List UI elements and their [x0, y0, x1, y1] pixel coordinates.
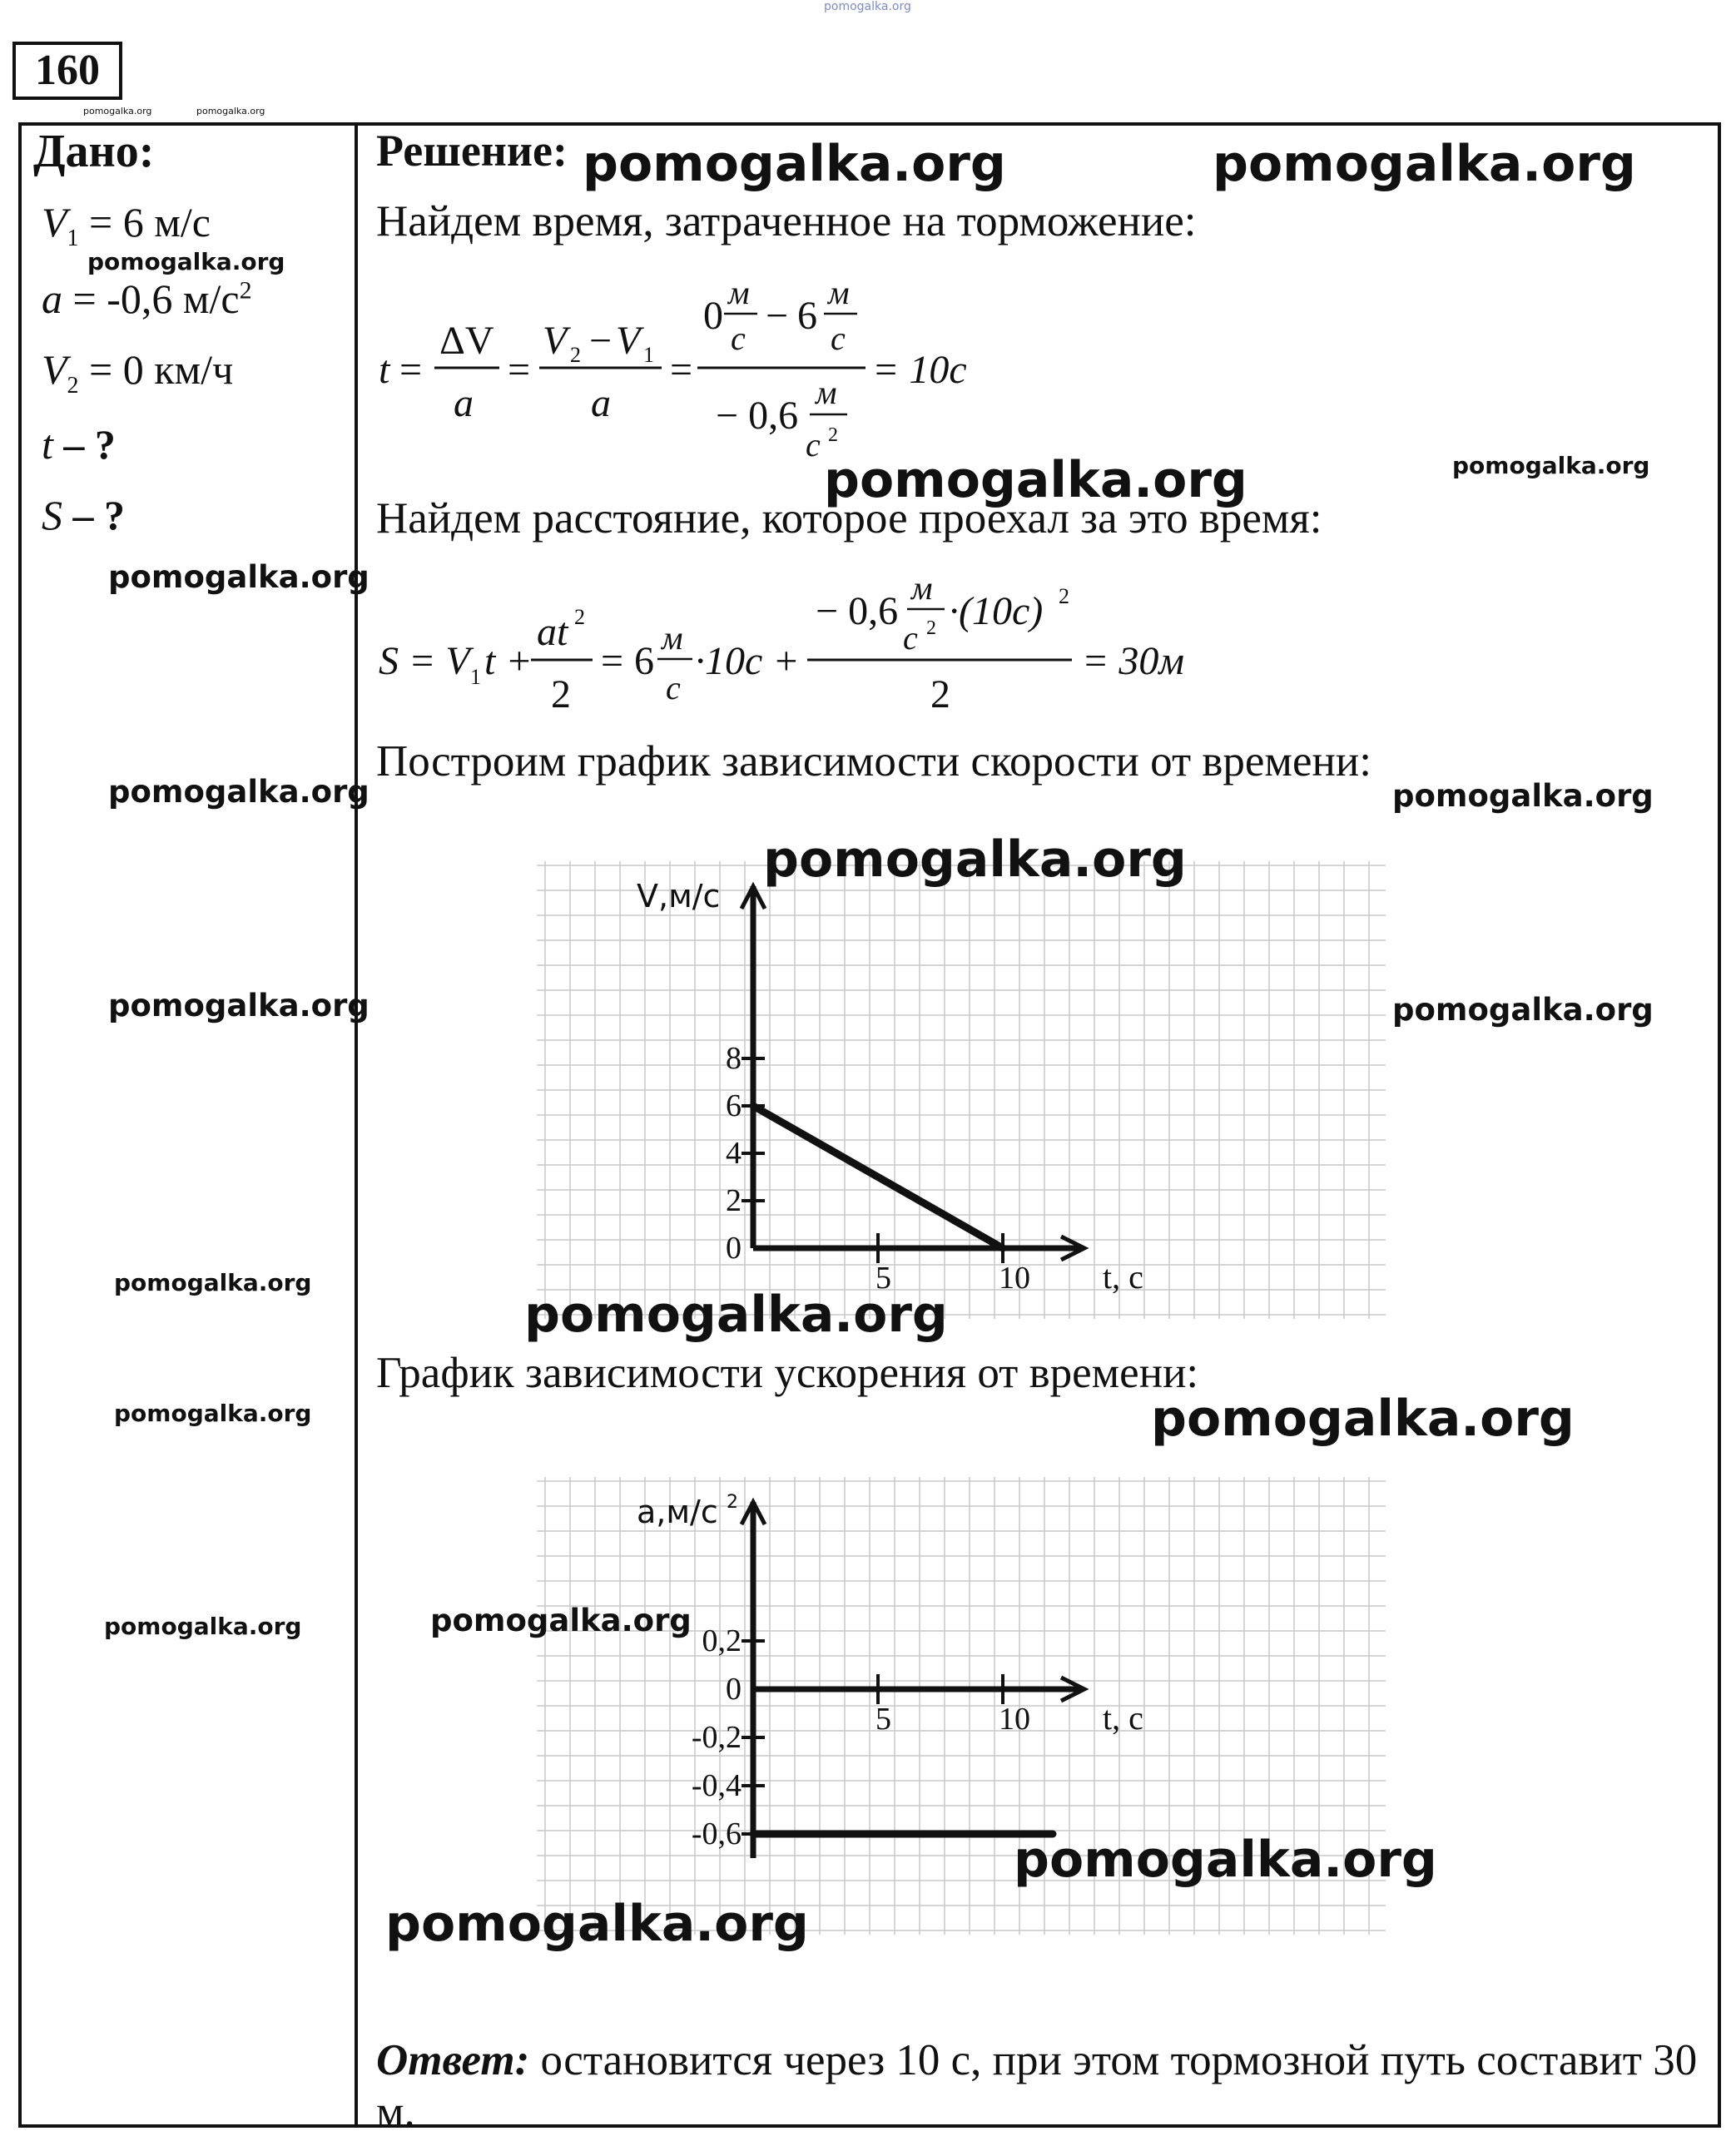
y-tick-label: 8 [726, 1041, 742, 1076]
svg-text:2: 2 [551, 672, 571, 716]
x-tick-label: 10 [999, 1702, 1030, 1737]
y-tick-label: 2 [726, 1183, 742, 1218]
svg-text:=: = [601, 639, 624, 683]
watermark: pomogalka.org [108, 988, 370, 1023]
watermark: pomogalka.org [1151, 1390, 1575, 1448]
given-v2: $V_2 = 0$ км/ч [42, 346, 234, 399]
watermark: pomogalka.org [1392, 992, 1654, 1028]
watermark: pomogalka.org [1014, 1831, 1437, 1889]
svg-text:м: м [662, 619, 683, 657]
given-s-question: S – ? [42, 492, 125, 538]
svg-text:a: a [591, 381, 611, 425]
svg-text:at: at [537, 610, 568, 654]
y-axis-label-sup: 2 [727, 1492, 738, 1513]
watermark: pomogalka.org [1213, 135, 1636, 193]
y-tick-label: 4 [726, 1136, 742, 1171]
svg-text:ΔV: ΔV [439, 319, 494, 363]
svg-text:t: t [379, 348, 390, 392]
svg-text:6: 6 [797, 294, 817, 338]
svg-text:0: 0 [703, 294, 723, 338]
svg-text:=: = [670, 348, 693, 392]
solution-line-time: Найдем время, затраченное на торможение: [376, 197, 1197, 245]
svg-text:a: a [454, 381, 474, 425]
y-tick-label: -0,6 [691, 1816, 742, 1851]
svg-text:− 0,6: − 0,6 [716, 394, 799, 438]
svg-text:2: 2 [570, 343, 581, 367]
svg-text:2: 2 [1059, 584, 1069, 608]
watermark: pomogalka.org [83, 106, 152, 116]
watermark: pomogalka.org [524, 1286, 948, 1344]
svg-text:− 0,6: − 0,6 [816, 589, 899, 633]
y-tick-label: -0,4 [691, 1768, 742, 1803]
svg-text:2: 2 [930, 672, 950, 716]
y-tick-label: 6 [726, 1088, 742, 1123]
given-acceleration: a = -0,6 $м/с^2$ [42, 275, 252, 322]
solution-title: Решение: [376, 126, 568, 176]
svg-text:t +: t + [484, 639, 533, 683]
watermark: pomogalka.org [385, 1895, 809, 1953]
problem-number: 160 [12, 42, 122, 100]
svg-text:м: м [728, 274, 750, 311]
watermark: pomogalka.org [87, 248, 285, 275]
x-tick-label: 5 [875, 1261, 891, 1296]
watermark: pomogalka.org [430, 1603, 692, 1638]
y-axis-label: a,м/с [637, 1494, 718, 1530]
watermark: pomogalka.org [763, 830, 1187, 889]
watermark: pomogalka.org [108, 774, 370, 810]
x-axis-label: t, с [1103, 1699, 1143, 1737]
site-watermark-top: pomogalka.org [824, 0, 911, 13]
y-axis-label: V,м/с [637, 878, 721, 914]
formula-time [374, 266, 1007, 474]
answer [376, 2034, 1708, 2138]
svg-text:= 30м: = 30м [1082, 639, 1185, 683]
answer-label: Ответ: [376, 2036, 530, 2084]
watermark: pomogalka.org [1392, 778, 1654, 814]
formula-distance [374, 566, 1207, 724]
solution-line-distance: Найдем расстояние, которое проехал за это время: [376, 494, 1322, 543]
svg-text:м: м [816, 374, 837, 411]
solution-line-acceleration-graph: График зависимости ускорения от времени: [376, 1349, 1199, 1397]
svg-text:1: 1 [643, 343, 654, 367]
x-axis-label: t, с [1103, 1258, 1143, 1296]
svg-text:1: 1 [470, 665, 481, 689]
svg-text:2: 2 [926, 617, 936, 639]
velocity-time-chart [533, 857, 1398, 1323]
svg-text:·(10c): ·(10c) [949, 589, 1044, 633]
watermark: pomogalka.org [824, 451, 1247, 509]
given-t-question: t – ? [42, 421, 116, 468]
svg-text:c: c [806, 426, 821, 463]
y-tick-label: 0,2 [702, 1623, 742, 1658]
svg-text:м: м [911, 569, 933, 607]
svg-text:c: c [903, 619, 918, 657]
svg-text:c: c [666, 669, 681, 706]
watermark: pomogalka.org [583, 135, 1006, 193]
svg-text:c: c [831, 320, 846, 357]
svg-text:−: − [766, 294, 789, 338]
watermark: pomogalka.org [104, 1613, 302, 1640]
solution-line-velocity-graph: Построим график зависимости скорости от времени: [376, 737, 1371, 786]
svg-text:V: V [616, 319, 641, 363]
y-tick-label: -0,2 [691, 1720, 742, 1755]
svg-text:6: 6 [634, 639, 654, 683]
watermark: pomogalka.org [108, 559, 370, 595]
svg-text:V: V [543, 319, 568, 363]
given-v1: $V_1 = 6$ м/с [42, 199, 211, 251]
watermark: pomogalka.org [196, 106, 265, 116]
given-title: Дано: [33, 126, 155, 177]
svg-text:=: = [399, 348, 423, 392]
watermark: pomogalka.org [114, 1400, 312, 1427]
svg-text:=: = [508, 348, 531, 392]
column-divider [355, 122, 358, 2128]
svg-text:c: c [731, 320, 746, 357]
svg-text:·10c +: ·10c + [695, 639, 800, 683]
svg-text:= 10c: = 10c [872, 348, 967, 392]
svg-text:2: 2 [574, 605, 585, 629]
answer-text: остановится через 10 с, при этом тормозной путь составит 30 м. [376, 2036, 1698, 2136]
x-tick-label: 5 [875, 1702, 891, 1737]
watermark: pomogalka.org [1452, 452, 1650, 479]
x-tick-label: 10 [999, 1261, 1030, 1296]
svg-text:м: м [828, 274, 850, 311]
data-line [753, 1106, 1003, 1248]
y-tick-label: 0 [726, 1672, 742, 1707]
svg-text:−: − [589, 319, 613, 363]
svg-text:2: 2 [828, 424, 838, 446]
y-tick-label: 0 [726, 1231, 742, 1266]
svg-text:S = V: S = V [379, 639, 470, 683]
watermark: pomogalka.org [114, 1269, 312, 1296]
